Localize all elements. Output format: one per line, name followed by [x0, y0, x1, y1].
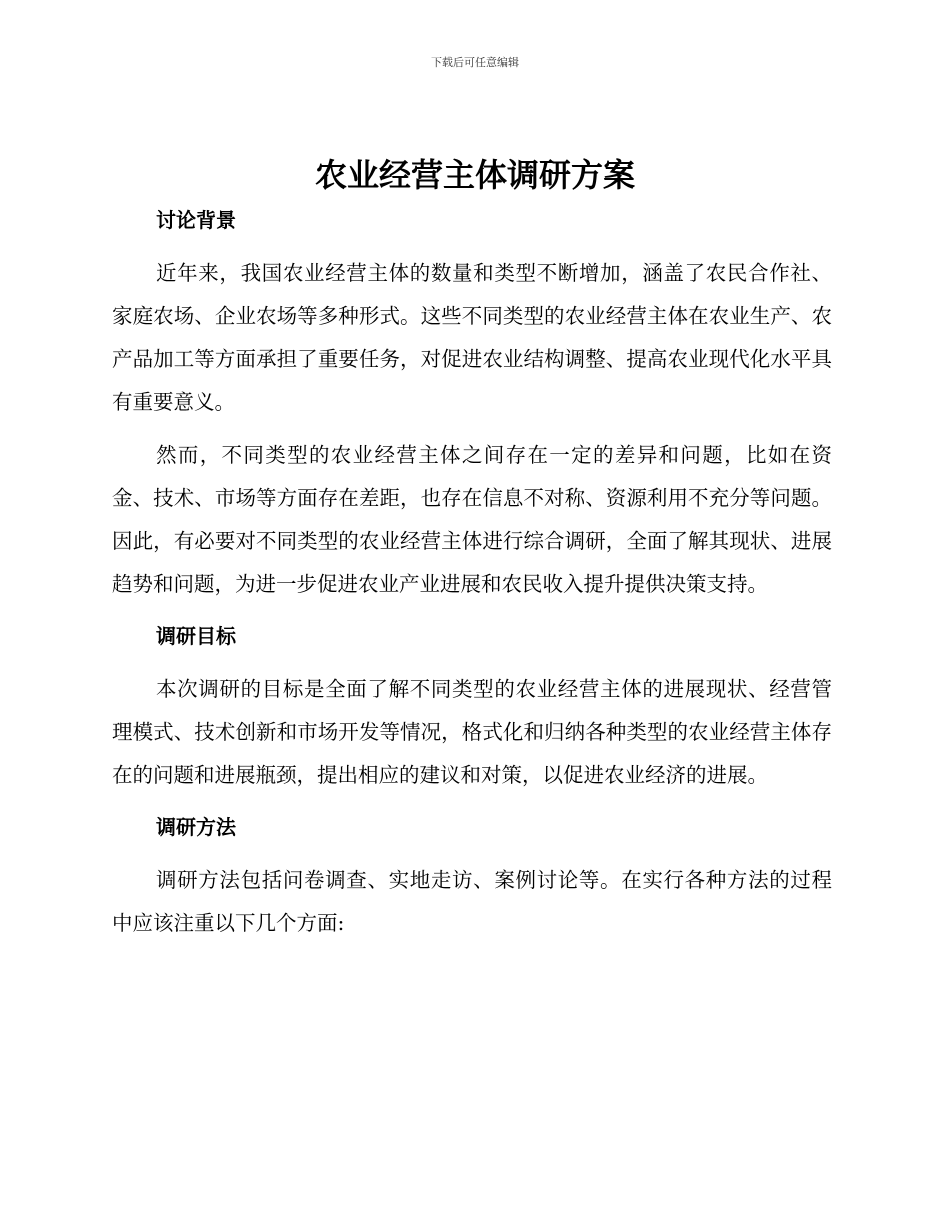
document-title: 农业经营主体调研方案	[314, 156, 635, 194]
section-heading-background: 讨论背景	[156, 208, 236, 232]
paragraph-background-2: 然而，不同类型的农业经营主体之间存在一定的差异和问题，比如在资金、技术、市场等方面存在差距，也存在信息不对称、资源利用不充分等问题。因此，有必要对不同类型的农业经营主体进行综合调研，全面了解其现状、进展趋势和问题，为进一步促进农业产业进展和农民收入提升提供决策支持。	[112, 443, 832, 596]
header-note: 下载后可任意编辑	[431, 56, 519, 69]
section-heading-methods: 调研方法	[156, 815, 236, 839]
paragraph-goals-1: 本次调研的目标是全面了解不同类型的农业经营主体的进展现状、经营管理模式、技术创新和市场开发等情况，格式化和归纳各种类型的农业经营主体存在的问题和进展瓶颈，提出相应的建议和对策，以促进农业经济的进展。	[112, 677, 832, 787]
paragraph-background-1: 近年来，我国农业经营主体的数量和类型不断增加，涵盖了农民合作社、家庭农场、企业农场等多种形式。这些不同类型的农业经营主体在农业生产、农产品加工等方面承担了重要任务，对促进农业结构调整、提高农业现代化水平具有重要意义。	[112, 261, 832, 414]
section-heading-goals: 调研目标	[156, 624, 236, 648]
document-body	[112, 200, 832, 945]
paragraph-methods-1: 调研方法包括问卷调查、实地走访、案例讨论等。在实行各种方法的过程中应该注重以下几个方面:	[112, 868, 832, 935]
